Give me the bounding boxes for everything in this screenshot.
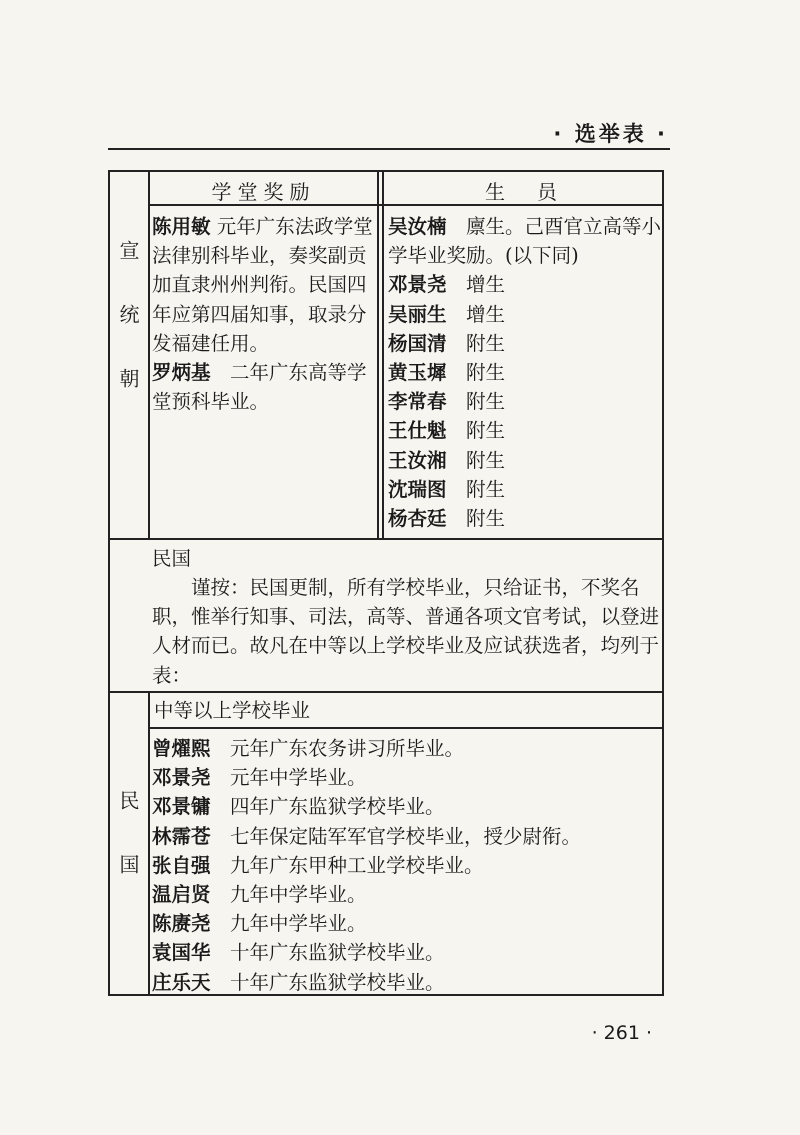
person-name: 庄乐天 xyxy=(152,970,211,994)
list-item xyxy=(152,851,662,880)
person-name: 陈用敏 xyxy=(152,215,211,238)
list-item xyxy=(388,358,662,387)
person-name: 沈瑞图 xyxy=(388,477,447,501)
person-name: 吴丽生 xyxy=(388,302,447,326)
column-divider-b xyxy=(382,172,384,540)
list-item xyxy=(152,909,662,938)
dynasty-label-xuantong: 宣统朝 xyxy=(116,240,140,432)
person-name: 李常春 xyxy=(388,390,447,414)
entry-text: 元年广东农务讲习所毕业。 xyxy=(210,737,465,760)
dynasty-column-divider-bottom xyxy=(148,691,150,996)
header-underline-bottom xyxy=(148,727,664,729)
entry-text: 十年广东监狱学校毕业。 xyxy=(210,941,445,965)
person-name: 袁国华 xyxy=(152,941,211,965)
shengyuan-list xyxy=(388,212,662,533)
list-item xyxy=(388,300,662,329)
entry-text: 附生 xyxy=(446,477,506,501)
entry-text: 附生 xyxy=(446,507,506,531)
entry-text: 廪生。己酉官立高等小学毕业奖励。(以下同) xyxy=(388,215,662,268)
entry-text: 元年广东法政学堂法律别科毕业，奏奖副贡加直隶州州判衔。民国四年应第四届知事，取录分发福建任用。 xyxy=(152,215,373,355)
section-divider-1 xyxy=(110,538,664,540)
list-item xyxy=(152,212,376,358)
running-head: · 选举表 · xyxy=(553,122,668,146)
list-item xyxy=(152,968,662,997)
list-item xyxy=(388,212,662,270)
list-item xyxy=(152,792,662,821)
entry-text: 四年广东监狱学校毕业。 xyxy=(210,795,445,819)
entry-text: 十年广东监狱学校毕业。 xyxy=(210,970,445,994)
header-rule xyxy=(108,148,670,150)
entry-text: 增生 xyxy=(446,273,506,297)
entry-text: 附生 xyxy=(446,331,506,355)
entry-text: 附生 xyxy=(446,448,506,472)
entry-text: 二年广东高等学堂预科毕业。 xyxy=(152,361,367,414)
person-name: 王仕魁 xyxy=(388,419,447,443)
list-item xyxy=(388,270,662,299)
page-number: · 261 · xyxy=(591,1022,652,1044)
column-header-shengyuan: 生 员 xyxy=(485,180,563,204)
dynasty-label-minguo: 民国 xyxy=(116,790,140,918)
minguo-note-body: 谨按：民国更制，所有学校毕业，只给证书，不奖名职，惟举行知事、司法，高等、普通各项文官考试，以登进人材而已。故凡在中等以上学校毕业及应试获选者，均列于表： xyxy=(152,576,660,687)
entry-text: 七年保定陆军军官学校毕业，授少尉衔。 xyxy=(210,824,582,848)
entry-text: 附生 xyxy=(446,419,506,443)
person-name: 温启贤 xyxy=(152,883,211,907)
section-divider-2 xyxy=(110,691,664,693)
entry-text: 九年中学毕业。 xyxy=(210,883,367,907)
person-name: 林霈苍 xyxy=(152,824,211,848)
column-divider-a xyxy=(377,172,379,540)
list-item xyxy=(152,734,662,763)
list-item xyxy=(388,387,662,416)
person-name: 邓景镛 xyxy=(152,795,211,819)
column-header-school-award: 学堂奖励 xyxy=(211,180,316,204)
list-item xyxy=(388,416,662,445)
entry-text: 增生 xyxy=(446,302,506,326)
person-name: 罗炳基 xyxy=(152,361,211,385)
person-name: 黄玉墀 xyxy=(388,361,447,385)
entry-text: 九年广东甲种工业学校毕业。 xyxy=(210,853,484,877)
list-item xyxy=(388,475,662,504)
entry-text: 九年中学毕业。 xyxy=(210,912,367,936)
list-item xyxy=(152,358,376,416)
person-name: 陈赓尧 xyxy=(152,912,211,936)
school-award-list xyxy=(152,212,376,416)
list-item xyxy=(152,938,662,967)
list-item xyxy=(388,329,662,358)
person-name: 邓景尧 xyxy=(388,273,447,297)
person-name: 曾燿熙 xyxy=(152,737,211,760)
election-table xyxy=(108,170,664,996)
list-item xyxy=(388,504,662,533)
list-item xyxy=(152,880,662,909)
list-item xyxy=(152,822,662,851)
person-name: 王汝湘 xyxy=(388,448,447,472)
entry-text: 附生 xyxy=(446,361,506,385)
person-name: 张自强 xyxy=(152,853,211,877)
entry-text: 元年中学毕业。 xyxy=(210,766,367,790)
person-name: 杨国清 xyxy=(388,331,447,355)
person-name: 杨杏廷 xyxy=(388,507,447,531)
graduates-list xyxy=(152,734,662,997)
list-item xyxy=(152,763,662,792)
dynasty-column-divider-top xyxy=(148,172,150,540)
minguo-note-title: 民国 xyxy=(152,547,192,570)
section-header-graduates: 中等以上学校毕业 xyxy=(154,699,311,722)
person-name: 吴汝楠 xyxy=(388,215,447,238)
person-name: 邓景尧 xyxy=(152,766,211,790)
list-item xyxy=(388,446,662,475)
entry-text: 附生 xyxy=(446,390,506,414)
